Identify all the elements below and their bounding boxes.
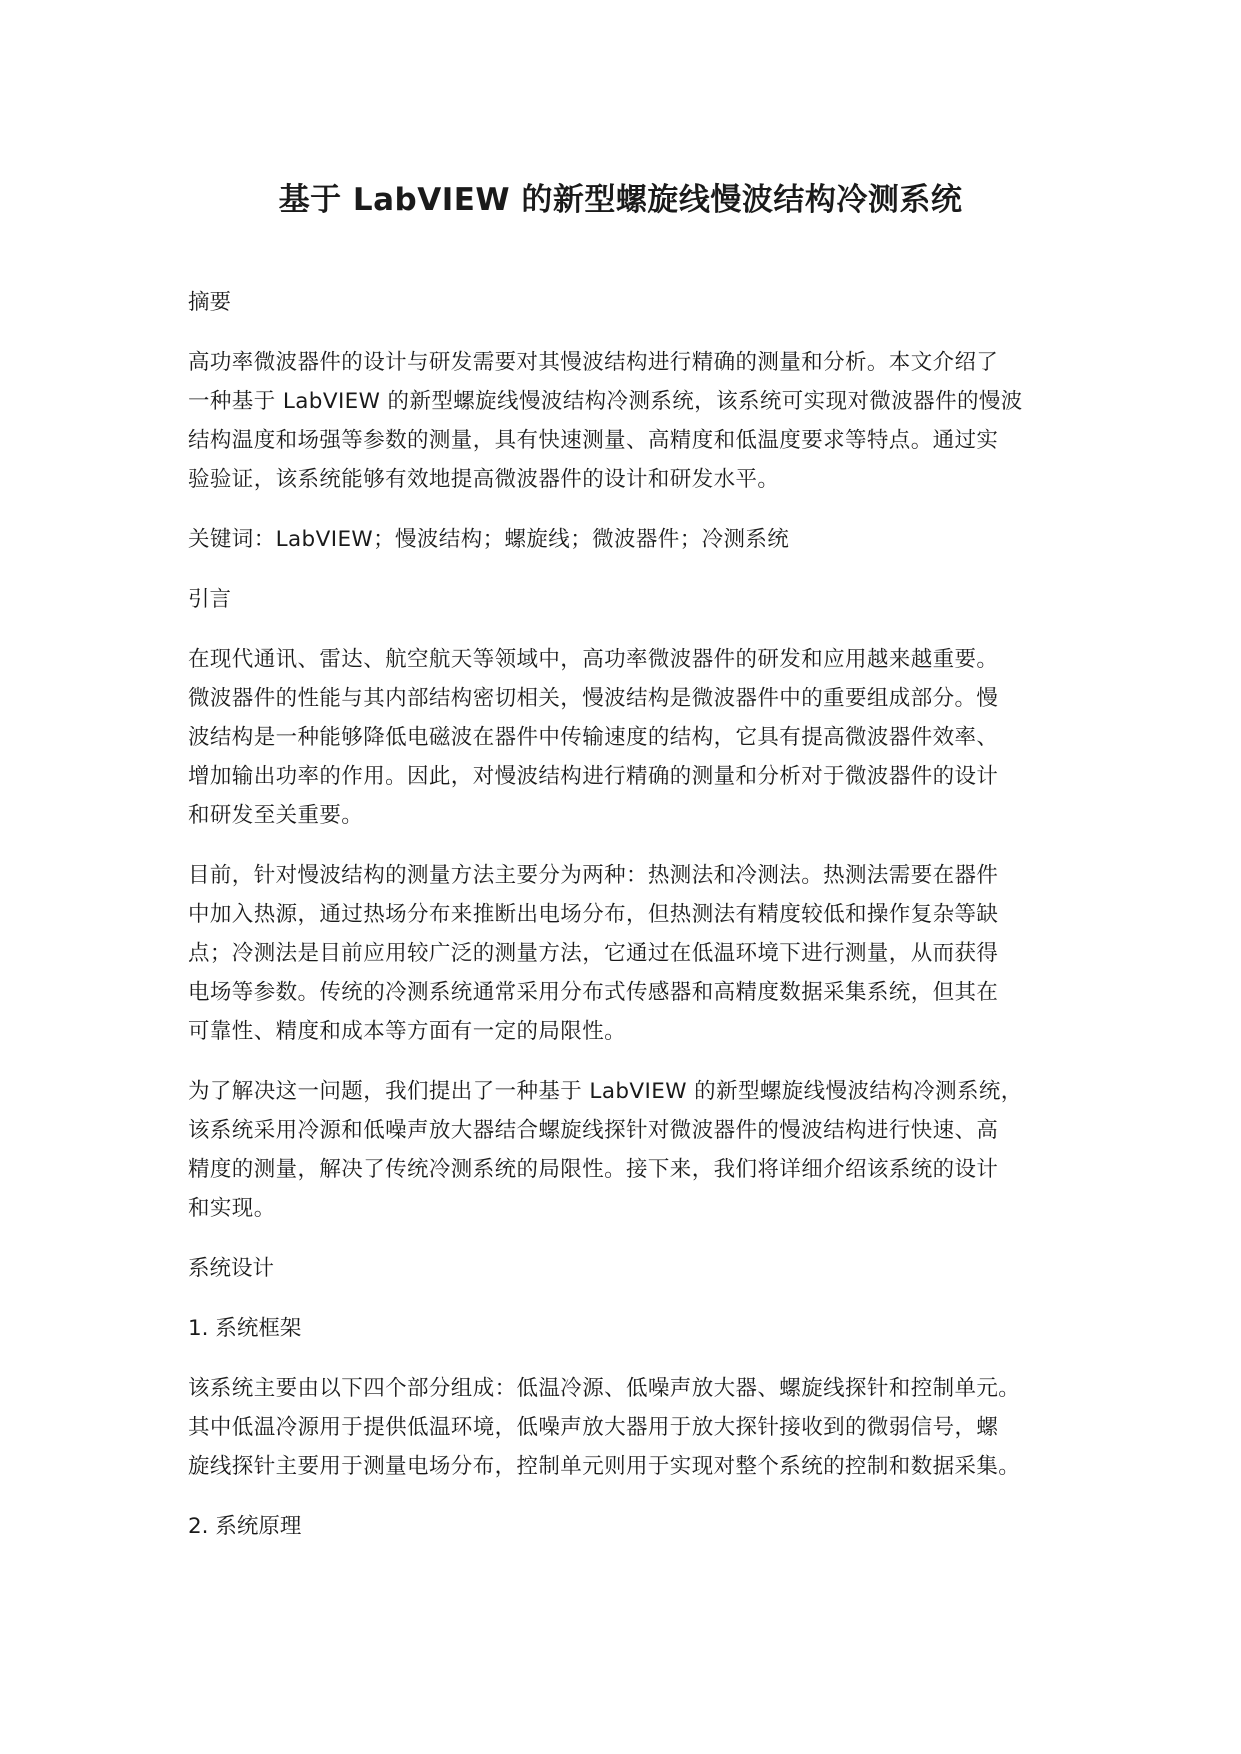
design-heading: 系统设计 bbox=[188, 1256, 275, 1281]
text-line: 波结构是一种能够降低电磁波在器件中传输速度的结构，它具有提高微波器件效率、 bbox=[188, 725, 999, 750]
framework-paragraph bbox=[188, 1369, 1078, 1507]
text-line: 和实现。 bbox=[188, 1196, 276, 1221]
text-line: 一种基于 LabVIEW 的新型螺旋线慢波结构冷测系统，该系统可实现对微波器件的慢波 bbox=[188, 389, 1023, 414]
text-line: 精度的测量，解决了传统冷测系统的局限性。接下来，我们将详细介绍该系统的设计 bbox=[188, 1157, 999, 1182]
text-line: 在现代通讯、雷达、航空航天等领域中，高功率微波器件的研发和应用越来越重要。 bbox=[188, 647, 999, 672]
abstract-paragraph bbox=[188, 343, 1078, 520]
text-line: 结构温度和场强等参数的测量，具有快速测量、高精度和低温度要求等特点。通过实 bbox=[188, 428, 999, 453]
text-line: 可靠性、精度和成本等方面有一定的局限性。 bbox=[188, 1019, 627, 1044]
text-line: 验验证，该系统能够有效地提高微波器件的设计和研发水平。 bbox=[188, 467, 780, 492]
principle-heading: 2. 系统原理 bbox=[188, 1514, 302, 1539]
document-body bbox=[188, 283, 1078, 1567]
text-line: 该系统采用冷源和低噪声放大器结合螺旋线探针对微波器件的慢波结构进行快速、高 bbox=[188, 1118, 999, 1143]
text-line: 旋线探针主要用于测量电场分布，控制单元则用于实现对整个系统的控制和数据采集。 bbox=[188, 1454, 1021, 1479]
text-line: 为了解决这一问题，我们提出了一种基于 LabVIEW 的新型螺旋线慢波结构冷测系统， bbox=[188, 1079, 1023, 1104]
keywords-line: 关键词：LabVIEW；慢波结构；螺旋线；微波器件；冷测系统 bbox=[188, 527, 790, 552]
intro-paragraph-1 bbox=[188, 640, 1078, 856]
abstract-heading: 摘要 bbox=[188, 290, 232, 315]
text-line: 该系统主要由以下四个部分组成：低温冷源、低噪声放大器、螺旋线探针和控制单元。 bbox=[188, 1376, 1021, 1401]
text-line: 增加输出功率的作用。因此，对慢波结构进行精确的测量和分析对于微波器件的设计 bbox=[188, 764, 999, 789]
text-line: 电场等参数。传统的冷测系统通常采用分布式传感器和高精度数据采集系统，但其在 bbox=[188, 980, 999, 1005]
text-line: 点；冷测法是目前应用较广泛的测量方法，它通过在低温环境下进行测量，从而获得 bbox=[188, 941, 999, 966]
text-line: 和研发至关重要。 bbox=[188, 803, 364, 828]
text-line: 其中低温冷源用于提供低温环境，低噪声放大器用于放大探针接收到的微弱信号，螺 bbox=[188, 1415, 999, 1440]
intro-paragraph-2 bbox=[188, 856, 1078, 1072]
document-title: 基于 LabVIEW 的新型螺旋线慢波结构冷测系统 bbox=[278, 182, 963, 218]
intro-paragraph-3 bbox=[188, 1072, 1078, 1249]
text-line: 目前，针对慢波结构的测量方法主要分为两种：热测法和冷测法。热测法需要在器件 bbox=[188, 863, 999, 888]
framework-heading: 1. 系统框架 bbox=[188, 1316, 302, 1341]
intro-heading: 引言 bbox=[188, 587, 232, 612]
text-line: 高功率微波器件的设计与研发需要对其慢波结构进行精确的测量和分析。本文介绍了 bbox=[188, 350, 999, 375]
text-line: 微波器件的性能与其内部结构密切相关，慢波结构是微波器件中的重要组成部分。慢 bbox=[188, 686, 999, 711]
text-line: 中加入热源，通过热场分布来推断出电场分布，但热测法有精度较低和操作复杂等缺 bbox=[188, 902, 999, 927]
